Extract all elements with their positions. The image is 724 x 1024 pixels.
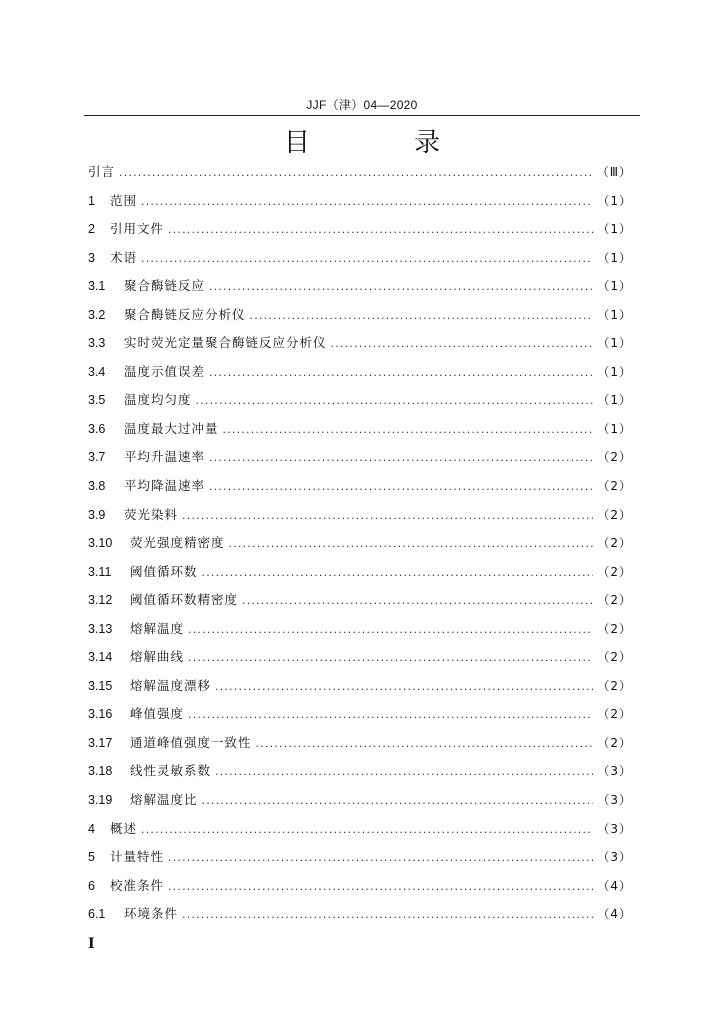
toc-entry[interactable] [88,191,632,220]
toc-entry[interactable] [88,505,632,534]
toc-entry-page: （1） [597,222,632,237]
toc-entry-page: （Ⅲ） [596,165,632,179]
toc-dot-leader [168,851,593,864]
toc-entry[interactable] [88,590,632,619]
toc-entry-title: 温度示值误差 [124,363,206,379]
toc-entry[interactable] [88,704,632,733]
toc-entry-page: （2） [597,479,632,494]
toc-entry-title: 通道峰值强度一致性 [130,734,252,750]
toc-entry-number: 3.15 [88,678,113,693]
toc-dot-leader [188,623,593,636]
toc-entry-title: 引言 [88,164,116,179]
toc-dot-leader [141,195,593,208]
toc-entry-number: 3.19 [88,793,113,808]
toc-entry-page: （2） [597,593,632,608]
toc-entry-title: 聚合酶链反应分析仪 [124,306,246,322]
toc-entry-number: 3.12 [88,593,113,608]
toc-entry-page: （2） [597,450,632,465]
toc-entry-title: 线性灵敏系数 [130,763,212,779]
toc-entry-title: 校准条件 [110,877,165,893]
toc-entry[interactable] [88,305,632,334]
toc-entry-page: （2） [597,735,632,750]
toc-entry[interactable] [88,676,632,705]
toc-entry-number: 3.18 [88,764,113,779]
toc-entry[interactable] [88,162,632,191]
toc-entry-number: 3.11 [88,564,112,579]
toc-entry-number: 3.10 [88,536,113,551]
toc-dot-leader [250,309,594,322]
toc-entry[interactable] [88,276,632,305]
toc-entry-title: 平均升温速率 [124,449,206,465]
toc-entry-page: （3） [597,764,632,779]
toc-entry-title: 术语 [110,249,138,265]
toc-dot-leader [182,509,593,522]
toc-entry-number: 3.7 [88,450,106,465]
toc-dot-leader [141,823,593,836]
toc-entry-title: 概述 [110,820,138,836]
toc-entry-page: （4） [597,907,632,922]
toc-entry-title: 实时荧光定量聚合酶链反应分析仪 [124,335,327,351]
toc-entry-page: （2） [597,650,632,665]
toc-entry-number: 2 [88,222,95,237]
toc-entry[interactable] [88,761,632,790]
toc-entry-number: 3.8 [88,479,106,494]
toc-entry-page: （1） [597,421,632,436]
toc-entry-title: 熔解温度漂移 [130,677,212,693]
toc-entry-title: 范围 [110,192,138,208]
document-code: JJF（津）04—2020 [306,98,418,112]
toc-entry-title: 荧光强度精密度 [130,535,225,551]
toc-entry-number: 3 [88,250,95,265]
toc-entry[interactable] [88,562,632,591]
toc-entry-title: 熔解曲线 [130,649,185,665]
toc-entry[interactable] [88,533,632,562]
toc-entry-title: 平均降温速率 [124,478,206,494]
toc-entry-page: （2） [597,621,632,636]
toc-entry-title: 荧光染料 [124,506,179,522]
toc-dot-leader [256,737,594,750]
toc-entry-title: 熔解温度比 [130,792,198,808]
toc-entry-page: （1） [597,250,632,265]
toc-entry-title: 环境条件 [124,906,179,922]
toc-entry-page: （2） [597,678,632,693]
toc-entry-page: （1） [597,364,632,379]
toc-entry-number: 3.6 [88,421,106,436]
toc-entry-page: （3） [597,821,632,836]
toc-entry-page: （3） [597,793,632,808]
toc-entry-number: 3.17 [88,735,113,750]
toc-dot-leader [141,252,593,265]
toc-dot-leader [182,908,593,921]
toc-dot-leader [331,337,594,350]
toc-dot-leader [188,708,593,721]
toc-entry[interactable] [88,876,632,905]
toc-dot-leader [209,451,593,464]
toc-entry-page: （4） [597,878,632,893]
toc-entry-number: 6 [88,878,95,893]
toc-entry-title: 引用文件 [110,221,165,237]
toc-entry-page: （1） [597,336,632,351]
toc-entry-title: 温度均匀度 [124,392,192,408]
toc-entry[interactable] [88,819,632,848]
toc-dot-leader [223,423,594,436]
toc-entry-page: （1） [597,193,632,208]
toc-entry-page: （1） [597,393,632,408]
toc-entry-page: （2） [597,707,632,722]
toc-entry-page: （1） [597,307,632,322]
toc-title: 目 录 [283,128,489,158]
toc-entry-number: 3.3 [88,336,106,351]
toc-entry-title: 峰值强度 [130,706,185,722]
toc-dot-leader [242,594,593,607]
toc-dot-leader [188,651,593,664]
toc-entry[interactable] [88,362,632,391]
toc-dot-leader [229,537,594,550]
toc-entry-number: 1 [88,193,95,208]
toc-entry[interactable] [88,390,632,419]
toc-dot-leader [209,366,593,379]
toc-entry-number: 3.9 [88,507,106,522]
toc-entry-number: 3.4 [88,364,106,379]
toc-entry-number: 3.5 [88,393,106,408]
toc-entry-number: 3.2 [88,307,106,322]
toc-entry-page: （2） [597,536,632,551]
toc-entry-title: 阈值循环数 [130,563,198,579]
toc-entry-number: 4 [88,821,95,836]
toc-entry-title: 计量特性 [110,849,165,865]
toc-entry[interactable] [88,904,632,933]
toc-entry[interactable] [88,447,632,476]
toc-entry-title: 聚合酶链反应 [124,278,206,294]
toc-entry[interactable] [88,248,632,277]
toc-dot-leader [119,166,593,179]
toc-dot-leader [209,480,593,493]
toc-entry[interactable] [88,476,632,505]
toc-entry[interactable] [88,647,632,676]
toc-entry[interactable] [88,733,632,762]
toc-entry-page: （2） [597,507,632,522]
toc-entry-number: 3.13 [88,621,113,636]
toc-dot-leader [215,680,593,693]
toc-entry-number: 5 [88,850,95,865]
toc-dot-leader [196,394,594,407]
toc-entry[interactable] [88,333,632,362]
toc-entry-number: 3.16 [88,707,113,722]
table-of-contents [88,162,632,933]
toc-entry-number: 3.14 [88,650,113,665]
toc-entry-page: （2） [597,564,632,579]
toc-entry-title: 温度最大过冲量 [124,420,219,436]
toc-dot-leader [215,765,593,778]
toc-dot-leader [168,223,593,236]
toc-entry-title: 熔解温度 [130,620,185,636]
toc-dot-leader [209,280,593,293]
toc-dot-leader [168,880,593,893]
toc-entry[interactable] [88,219,632,248]
toc-entry[interactable] [88,419,632,448]
toc-entry-page: （3） [597,850,632,865]
toc-dot-leader [202,566,594,579]
toc-entry[interactable] [88,847,632,876]
toc-entry[interactable] [88,619,632,648]
page-number: I [88,936,95,952]
toc-dot-leader [202,794,594,807]
header-rule [84,115,640,116]
toc-entry-number: 6.1 [88,907,106,922]
toc-entry-number: 3.1 [88,279,106,294]
toc-entry-title: 阈值循环数精密度 [130,592,239,608]
toc-entry-page: （1） [597,279,632,294]
toc-entry[interactable] [88,790,632,819]
